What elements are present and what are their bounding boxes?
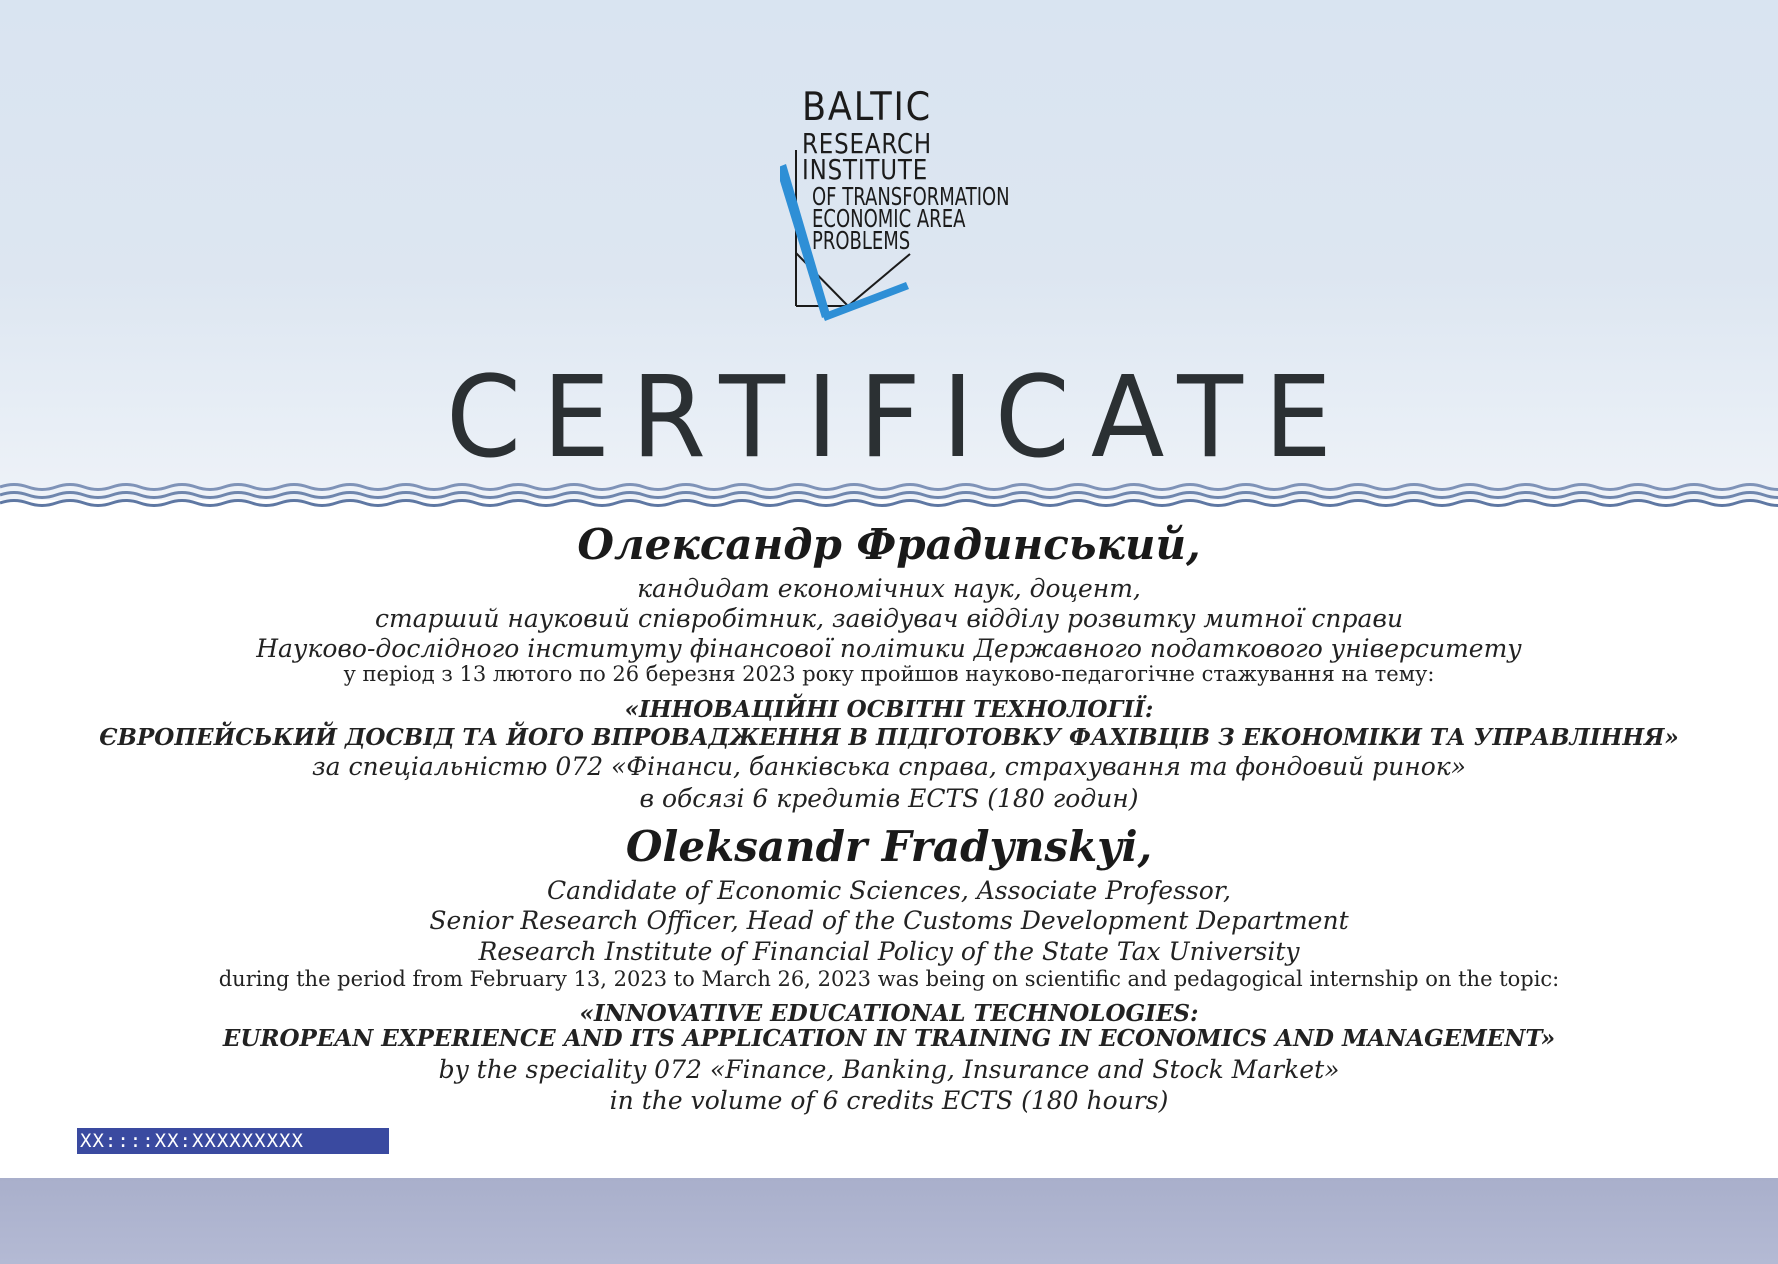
topic-line2-ua: ЄВРОПЕЙСЬКИЙ ДОСВІД ТА ЙОГО ВПРОВАДЖЕННЯ В ПІДГОТОВКУ ФАХІВЦІВ З ЕКОНОМІКИ ТА УПРАВЛІННЯ» bbox=[99, 724, 1679, 751]
logo-line-research: RESEARCH bbox=[802, 127, 932, 160]
serial-number-badge: XX::::XX:XXXXXXXXX bbox=[77, 1128, 389, 1154]
institute-logo bbox=[780, 85, 1040, 323]
topic-line1-ua: «ІННОВАЦІЙНІ ОСВІТНІ ТЕХНОЛОГІЇ: bbox=[624, 696, 1154, 723]
recipient-name-en: Oleksandr Fradynskyi, bbox=[625, 822, 1153, 871]
logo-line-problems: PROBLEMS bbox=[812, 226, 911, 255]
logo-line-transformation: OF TRANSFORMATION bbox=[812, 182, 1010, 211]
logo-line-institute: INSTITUTE bbox=[802, 153, 929, 186]
institution-ua: Науково-дослідного інституту фінансової політики Державного податкового університету bbox=[256, 634, 1522, 663]
position-en: Senior Research Officer, Head of the Customs Development Department bbox=[429, 906, 1349, 935]
period-en: during the period from February 13, 2023 to March 26, 2023 was being on scientific and pedagogical internship on the topic: bbox=[218, 967, 1560, 991]
volume-en: in the volume of 6 credits ECTS (180 hours) bbox=[609, 1086, 1169, 1115]
degree-ua: кандидат економічних наук, доцент, bbox=[637, 574, 1141, 603]
speciality-ua: за спеціальністю 072 «Фінанси, банківська справа, страхування та фондовий ринок» bbox=[312, 752, 1466, 781]
certificate-title: CERTIFICATE bbox=[446, 353, 1354, 483]
institution-en: Research Institute of Financial Policy of the State Tax University bbox=[478, 937, 1300, 966]
logo-line-baltic: BALTIC bbox=[802, 85, 932, 130]
topic-line2-en: EUROPEAN EXPERIENCE AND ITS APPLICATION IN TRAINING IN ECONOMICS AND MANAGEMENT» bbox=[222, 1025, 1556, 1052]
english-section bbox=[60, 822, 1718, 1116]
ukrainian-section bbox=[60, 520, 1718, 814]
period-ua: у період з 13 лютого по 26 березня 2023 року пройшов науково-педагогічне стажування на тему: bbox=[343, 662, 1435, 686]
bottom-background-band bbox=[0, 1178, 1778, 1264]
wave-divider bbox=[0, 470, 1778, 520]
volume-ua: в обсязі 6 кредитів ECTS (180 годин) bbox=[639, 784, 1139, 813]
position-ua: старший науковий співробітник, завідувач відділу розвитку митної справи bbox=[374, 604, 1404, 633]
degree-en: Candidate of Economic Sciences, Associate Professor, bbox=[547, 876, 1231, 905]
speciality-en: by the speciality 072 «Finance, Banking, Insurance and Stock Market» bbox=[438, 1055, 1340, 1084]
recipient-name-ua: Олександр Фрадинський, bbox=[577, 520, 1201, 569]
topic-line1-en: «INNOVATIVE EDUCATIONAL TECHNOLOGIES: bbox=[579, 1000, 1199, 1027]
logo-line-economic-area: ECONOMIC AREA bbox=[812, 204, 966, 233]
